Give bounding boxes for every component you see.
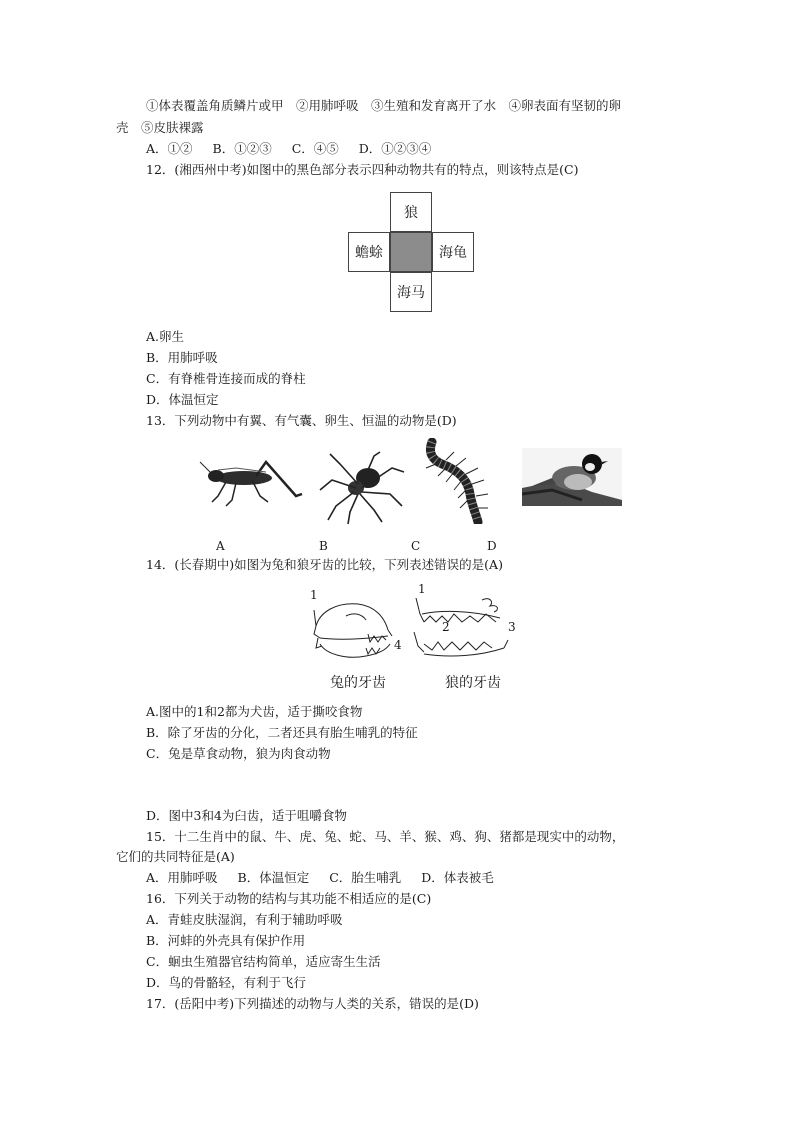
q12-choice-b: B．用肺呼吸 — [146, 350, 218, 365]
q16-stem: 16．下列关于动物的结构与其功能不相适应的是(C) — [146, 891, 432, 906]
q15-stem-line1: 15．十二生肖中的鼠、牛、虎、兔、蛇、马、羊、猴、鸡、狗、猪都是现实中的动物， — [146, 829, 625, 844]
q15-choice-b: B．体温恒定 — [237, 870, 310, 885]
cross-cell-left: 蟾蜍 — [348, 232, 390, 272]
q14-choice-d: D．图中3和4为臼齿，适于咀嚼食物 — [146, 808, 347, 823]
q12-cross-figure — [346, 188, 476, 314]
caption-wolf-teeth: 狼的牙齿 — [445, 675, 501, 691]
q12-choice-d: D．体温恒定 — [146, 392, 219, 407]
q14-num-4: 4 — [394, 638, 402, 652]
wolf-teeth-figure — [410, 592, 520, 664]
cross-cell-top: 狼 — [390, 192, 432, 232]
q14-choice-c: C．兔是草食动物，狼为肉食动物 — [146, 746, 331, 761]
q14-num-3: 3 — [508, 620, 516, 634]
q13-label-c: C — [411, 539, 421, 553]
cross-cell-center — [390, 232, 432, 272]
q15-stem-line2: 它们的共同特征是(A) — [116, 849, 235, 864]
q11-options-line2: 壳 ⑤皮肤裸露 — [116, 120, 204, 135]
rabbit-teeth-figure — [306, 596, 406, 664]
q11-choice-d: D．①②③④ — [358, 141, 432, 156]
cross-cell-bottom: 海马 — [390, 272, 432, 312]
q11-options-line1: ①体表覆盖角质鳞片或甲 ②用肺呼吸 ③生殖和发育离开了水 ④卵表面有坚韧的卵 — [146, 98, 622, 113]
caption-rabbit-teeth: 兔的牙齿 — [330, 675, 386, 691]
q12-stem: 12．(湘西州中考)如图中的黑色部分表示四种动物共有的特点，则该特点是(C) — [146, 162, 579, 177]
q11-choice-a: A．①② — [146, 141, 193, 156]
q13-label-d: D — [487, 539, 497, 553]
q15-choice-d: D．体表被毛 — [421, 870, 494, 885]
q11-choice-b: B．①②③ — [212, 141, 272, 156]
q15-choices — [146, 870, 494, 886]
spider-image — [318, 450, 410, 526]
q16-choice-d: D．鸟的骨骼轻，有利于飞行 — [146, 975, 307, 990]
q11-choice-c: C．④⑤ — [291, 141, 339, 156]
q17-stem: 17．(岳阳中考)下列描述的动物与人类的关系，错误的是(D) — [146, 996, 479, 1011]
bird-image — [522, 448, 622, 506]
centipede-image — [424, 438, 490, 524]
grasshopper-image — [196, 456, 306, 512]
q15-choice-c: C．胎生哺乳 — [329, 870, 402, 885]
q14-num-1a: 1 — [310, 588, 318, 602]
q14-choice-a: A.图中的1和2都为犬齿，适于撕咬食物 — [146, 704, 363, 719]
q16-choice-c: C．蛔虫生殖器官结构简单，适应寄生生活 — [146, 954, 381, 969]
q14-stem: 14．(长春期中)如图为兔和狼牙齿的比较，下列表述错误的是(A) — [146, 557, 503, 572]
q15-choice-a: A．用肺呼吸 — [146, 870, 218, 885]
q11-choices — [146, 141, 431, 157]
q14-num-1b: 1 — [418, 582, 426, 596]
q16-choice-a: A．青蛙皮肤湿润，有利于辅助呼吸 — [146, 912, 343, 927]
q12-choice-a: A.卵生 — [146, 329, 185, 344]
q14-num-2: 2 — [442, 620, 450, 634]
q14-choice-b: B．除了牙齿的分化，二者还具有胎生哺乳的特征 — [146, 725, 418, 740]
q16-choice-b: B．河蚌的外壳具有保护作用 — [146, 933, 306, 948]
cross-cell-right: 海龟 — [432, 232, 474, 272]
q13-stem: 13．下列动物中有翼、有气囊、卵生、恒温的动物是(D) — [146, 413, 457, 428]
q13-label-b: B — [319, 539, 328, 553]
q12-choice-c: C．有脊椎骨连接而成的脊柱 — [146, 371, 306, 386]
q13-label-a: A — [216, 539, 225, 553]
